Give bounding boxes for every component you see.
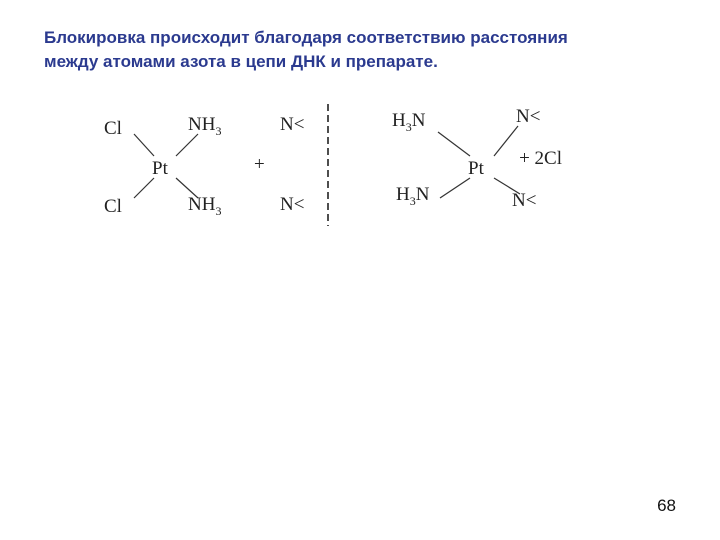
page-number: 68: [657, 496, 676, 515]
product-h3n-bottom: [396, 184, 430, 208]
product-h3n-bottom-sub: 3: [409, 194, 416, 208]
cisplatin-cl-bottom: Cl: [104, 196, 122, 217]
byproduct-chloride: + 2Cl: [519, 148, 562, 169]
cisplatin-complex: [104, 114, 221, 218]
product-h3n-top: [392, 110, 426, 134]
slide-title-line-2: между атомами азота в цепи ДНК и препарате.: [44, 52, 438, 71]
dna-n-bottom: N<: [280, 194, 305, 215]
product-n-bottom: N<: [512, 190, 537, 211]
cisplatin-cl-top: Cl: [104, 118, 122, 139]
product-h3n-bottom-pre: H: [396, 184, 410, 205]
cisplatin-pt: Pt: [152, 158, 168, 179]
product-h3n-top-sub: 3: [405, 120, 412, 134]
cisplatin-nh3-top-sub: 3: [215, 124, 222, 138]
cisplatin-nh3-bottom-main: NH: [188, 194, 216, 215]
cisplatin-nh3-top-main: NH: [188, 114, 216, 135]
product-pt: Pt: [468, 158, 484, 179]
dna-nitrogens: [280, 104, 328, 226]
reaction-scheme: [90, 96, 570, 232]
slide-title-line-1: Блокировка происходит благодаря соответствию расстояния: [44, 28, 568, 47]
plus-sign: +: [254, 154, 265, 175]
product-n-top: N<: [516, 106, 541, 127]
cisplatin-nh3-bottom: [188, 194, 221, 218]
slide-title: [44, 26, 684, 74]
product-h3n-top-pre: H: [392, 110, 406, 131]
product-h3n-top-post: N: [411, 110, 426, 131]
cisplatin-nh3-top: [188, 114, 221, 138]
cisplatin-nh3-bottom-sub: 3: [215, 204, 222, 218]
product-h3n-bottom-post: N: [415, 184, 430, 205]
dna-n-top: N<: [280, 114, 305, 135]
